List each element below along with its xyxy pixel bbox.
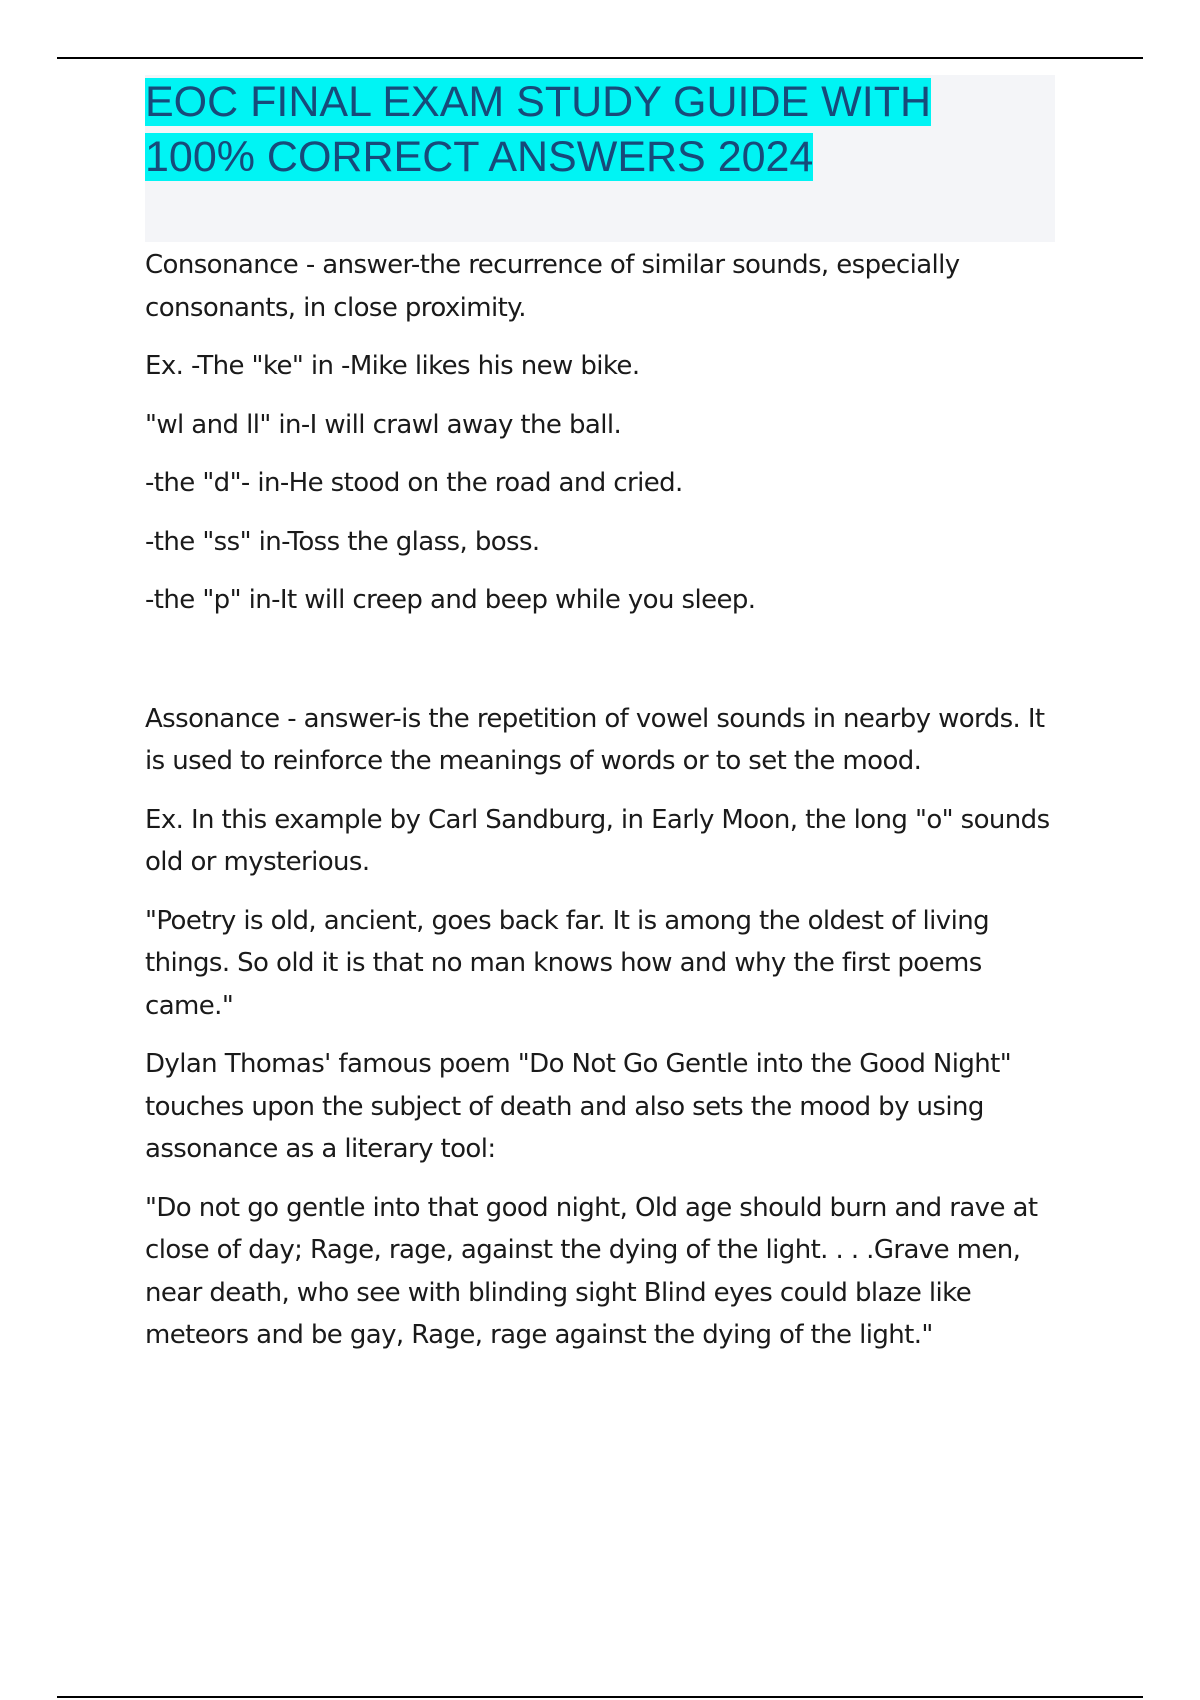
assonance-definition: Assonance - answer-is the repetition of vowel sounds in nearby words. It is used to reinforce the meanings of words or to set the mood. <box>145 703 1045 776</box>
consonance-example: -the "ss" in-Toss the glass, boss. <box>145 526 540 557</box>
consonance-section <box>145 244 1065 622</box>
assonance-quote: "Do not go gentle into that good night, Old age should burn and rave at close of day; Rage, rage, against the dying of the light. . . .Grave men, near death, who see with blinding sight Blind eyes could blaze like meteors and be gay, Rage, rage against the dying of the light." <box>145 1192 1038 1350</box>
assonance-section <box>145 698 1065 1357</box>
document-title <box>145 75 1055 185</box>
consonance-example: -the "d"- in-He stood on the road and cried. <box>145 468 683 498</box>
assonance-example: Ex. In this example by Carl Sandburg, in Early Moon, the long "o" sounds old or mysterious. <box>145 804 1050 877</box>
consonance-example: "wl and ll" in-I will crawl away the ball. <box>145 409 622 440</box>
consonance-example: -the "p" in-It will creep and beep while you sleep. <box>145 585 756 615</box>
assonance-quote: "Poetry is old, ancient, goes back far. It is among the oldest of living things. So old it is that no man knows how and why the first poems came." <box>145 905 989 1021</box>
footer-rule <box>57 1696 1143 1698</box>
section-spacer <box>145 638 1065 698</box>
title-block <box>145 75 1055 242</box>
consonance-definition: Consonance - answer-the recurrence of similar sounds, especially consonants, in close proximity. <box>145 250 960 323</box>
consonance-example: Ex. -The "ke" in -Mike likes his new bike. <box>145 351 640 381</box>
document-body <box>145 244 1065 1373</box>
title-line-1: EOC FINAL EXAM STUDY GUIDE WITH <box>145 78 932 126</box>
assonance-example: Dylan Thomas' famous poem "Do Not Go Gentle into the Good Night" touches upon the subject of death and also sets the mood by using assonance as a literary tool: <box>145 1049 1012 1164</box>
title-line-2: 100% CORRECT ANSWERS 2024 <box>145 133 814 181</box>
header-rule <box>57 57 1143 59</box>
